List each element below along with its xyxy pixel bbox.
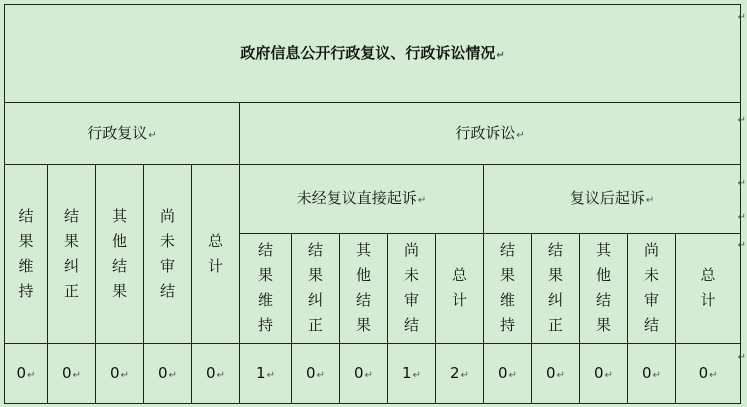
paragraph-mark-icon: ↵ [168, 369, 177, 381]
rc-value-1-text: 0 [62, 363, 72, 382]
rc-col-header-4-text: 总计 [207, 232, 223, 276]
disclosure-table [4, 4, 741, 404]
rc-value-2-text: 0 [110, 363, 120, 382]
after-reconsideration-header [484, 165, 741, 233]
direct-suit-header [240, 165, 484, 233]
direct-value-1-text: 0 [306, 363, 316, 382]
after-col-header-4 [676, 233, 741, 343]
paragraph-mark-icon: ↵ [645, 195, 655, 207]
direct-value-2 [340, 343, 388, 403]
paragraph-mark-icon: ↵ [652, 369, 661, 381]
rc-col-header-0-text: 结果维持 [18, 207, 34, 301]
paragraph-mark-icon: ↵ [496, 50, 505, 62]
row-end-mark-icon: ↵ [737, 352, 746, 363]
direct-value-0 [240, 343, 292, 403]
rc-value-1 [48, 343, 96, 403]
paragraph-mark-icon: ↵ [27, 369, 36, 381]
direct-col-header-4 [436, 233, 484, 343]
rc-value-4 [192, 343, 240, 403]
table-title-text: 政府信息公开行政复议、行政诉讼情况 [240, 44, 496, 63]
row-end-mark-icon: ↵ [737, 212, 746, 223]
rc-col-header-3-text: 尚未审结 [159, 207, 175, 301]
after-col-header-0-text: 结果维持 [499, 241, 515, 335]
direct-col-header-2 [340, 233, 388, 343]
rc-value-0 [5, 343, 48, 403]
table-title [5, 5, 741, 103]
after-col-header-0 [484, 233, 532, 343]
paragraph-mark-icon: ↵ [516, 130, 525, 142]
admin-litigation-header [240, 103, 741, 165]
paragraph-mark-icon: ↵ [604, 369, 613, 381]
row-end-mark-icon: ↵ [737, 12, 746, 23]
after-value-3 [628, 343, 676, 403]
values-row [5, 343, 741, 403]
after-reconsideration-header-text: 复议后起诉 [569, 189, 645, 208]
rc-col-header-1-text: 结果纠正 [63, 207, 79, 301]
rc-value-3 [144, 343, 192, 403]
after-value-1-text: 0 [546, 363, 556, 382]
after-value-4 [676, 343, 741, 403]
rc-value-3-text: 0 [158, 363, 168, 382]
after-col-header-3-text: 尚未审结 [643, 241, 659, 335]
paragraph-mark-icon: ↵ [508, 369, 517, 381]
direct-value-3-text: 1 [402, 363, 412, 382]
after-value-4-text: 0 [698, 363, 709, 382]
paragraph-mark-icon: ↵ [412, 369, 421, 381]
direct-suit-header-text: 未经复议直接起诉 [296, 189, 417, 208]
paragraph-mark-icon: ↵ [216, 369, 225, 381]
paragraph-mark-icon: ↵ [120, 369, 129, 381]
direct-value-1 [292, 343, 340, 403]
row-end-mark-icon: ↵ [737, 178, 746, 189]
rc-col-header-4 [192, 165, 240, 343]
paragraph-mark-icon: ↵ [266, 369, 275, 381]
direct-col-header-2-text: 其他结果 [355, 241, 371, 335]
rc-col-header-3 [144, 165, 192, 343]
paragraph-mark-icon: ↵ [556, 369, 565, 381]
paragraph-mark-icon: ↵ [709, 369, 718, 381]
rc-col-header-0 [5, 165, 48, 343]
paragraph-mark-icon: ↵ [460, 369, 469, 381]
after-value-0-text: 0 [498, 363, 508, 382]
direct-col-header-0 [240, 233, 292, 343]
admin-reconsideration-header-text: 行政复议 [87, 124, 148, 143]
row-end-mark-icon: ↵ [737, 240, 746, 251]
rc-col-header-2 [96, 165, 144, 343]
rc-value-0-text: 0 [16, 363, 27, 382]
direct-col-header-3-text: 尚未审结 [403, 241, 419, 335]
admin-litigation-header-text: 行政诉讼 [455, 124, 516, 143]
admin-reconsideration-header [5, 103, 240, 165]
direct-col-header-1-text: 结果纠正 [307, 241, 323, 335]
after-value-1 [532, 343, 580, 403]
paragraph-mark-icon: ↵ [316, 369, 325, 381]
direct-value-4 [436, 343, 484, 403]
direct-col-header-4-text: 总计 [451, 266, 467, 310]
direct-value-3 [388, 343, 436, 403]
after-col-header-2 [580, 233, 628, 343]
direct-col-header-1 [292, 233, 340, 343]
direct-value-2-text: 0 [354, 363, 364, 382]
after-col-header-2-text: 其他结果 [595, 241, 611, 335]
rc-value-4-text: 0 [206, 363, 216, 382]
after-col-header-1 [532, 233, 580, 343]
paragraph-mark-icon: ↵ [148, 130, 157, 142]
paragraph-mark-icon: ↵ [72, 369, 81, 381]
direct-col-header-3 [388, 233, 436, 343]
after-col-header-4-text: 总计 [700, 266, 716, 310]
paragraph-mark-icon: ↵ [364, 369, 373, 381]
after-value-2 [580, 343, 628, 403]
rc-col-header-2-text: 其他结果 [111, 207, 127, 301]
after-value-3-text: 0 [642, 363, 652, 382]
after-value-2-text: 0 [594, 363, 604, 382]
after-col-header-1-text: 结果纠正 [547, 241, 563, 335]
paragraph-mark-icon: ↵ [417, 195, 427, 207]
direct-col-header-0-text: 结果维持 [257, 241, 273, 335]
rc-value-2 [96, 343, 144, 403]
after-col-header-3 [628, 233, 676, 343]
row-end-mark-icon: ↵ [737, 115, 746, 126]
rc-col-header-1 [48, 165, 96, 343]
direct-value-0-text: 1 [256, 363, 266, 382]
after-value-0 [484, 343, 532, 403]
direct-value-4-text: 2 [450, 363, 460, 382]
